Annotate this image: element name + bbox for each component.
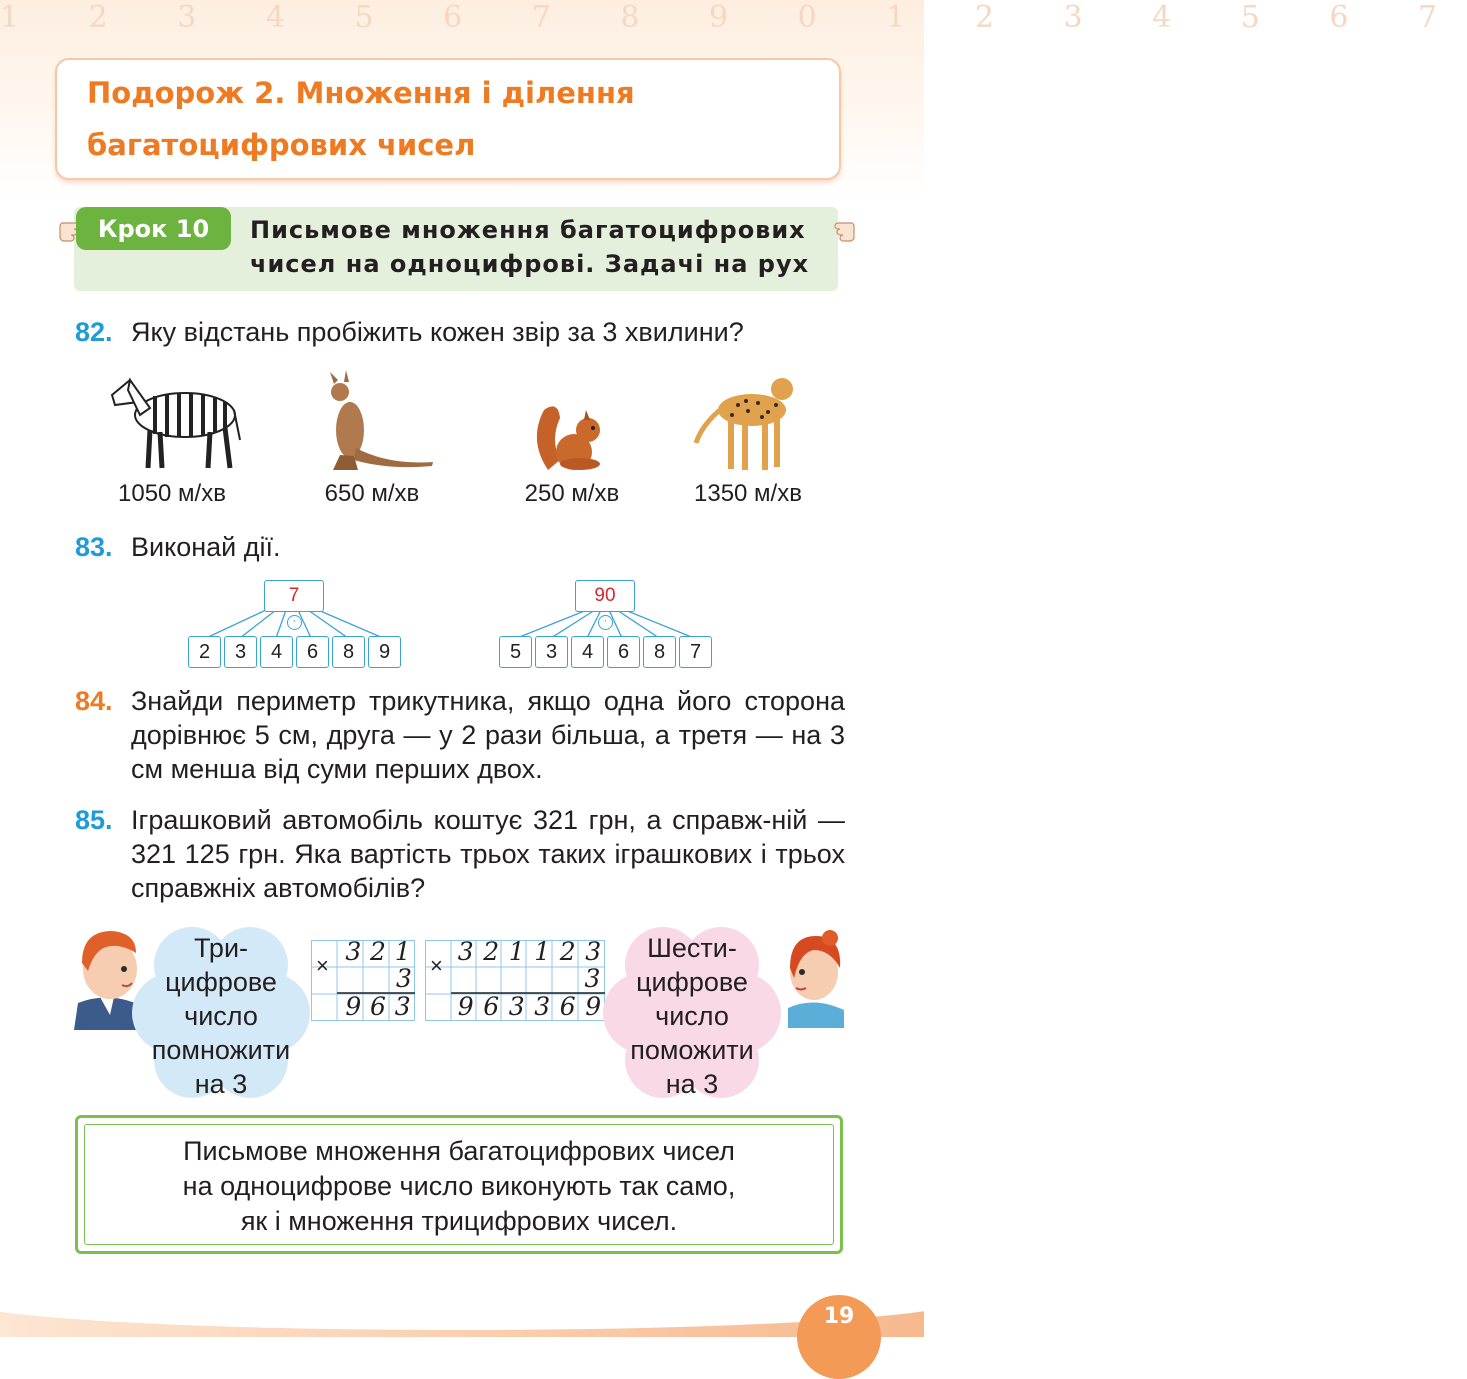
speed-label: 1350 м/хв — [694, 480, 802, 507]
calc-digit: 6 — [483, 992, 500, 1021]
hint-cloud-right — [603, 925, 781, 1100]
calc-digit: 2 — [483, 937, 500, 966]
calc-digit: 1 — [394, 937, 411, 966]
task-text: Знайди периметр трикутника, якщо одна його сторона дорівнює 5 см, друга — у 2 рази більша, а третя — на 3 см менша від суми перших двох. — [131, 686, 845, 784]
multiply-sign: × — [316, 953, 329, 978]
calc-digit: 3 — [345, 937, 362, 966]
chapter-title-line1: Подорож 2. Множення і ділення — [87, 76, 635, 110]
calc-digit: 3 — [396, 964, 412, 993]
calc-digit: 3 — [508, 992, 525, 1021]
diagram-digit: 7 — [679, 636, 712, 668]
rule-line: на одноцифрове число виконують так само, — [182, 1171, 736, 1201]
step-title-line2: чисел на одноцифрові. Задачі на рух — [250, 250, 810, 278]
page-number — [797, 1295, 881, 1379]
calc-digit: 9 — [457, 992, 474, 1021]
diagram-digit: 5 — [499, 636, 532, 668]
calc-row-result — [341, 992, 415, 1021]
diagram-digit: 2 — [188, 636, 221, 668]
cloud-text: число — [184, 1001, 258, 1031]
calc-row-result — [453, 992, 607, 1021]
task-82 — [75, 315, 845, 349]
multiply-dot-icon: · — [598, 615, 613, 630]
cheetah-image — [690, 365, 802, 475]
cloud-text: цифрове — [165, 967, 277, 997]
diagram-digit: 3 — [224, 636, 257, 668]
step-badge: Крок 10 — [76, 207, 231, 250]
squirrel-image — [530, 400, 608, 475]
calc-digit: 9 — [585, 992, 602, 1021]
calc-digit: 9 — [345, 992, 362, 1021]
calc-digit: 6 — [370, 992, 386, 1021]
multiply-dot-icon: · — [287, 615, 302, 630]
calc-digit: 2 — [559, 937, 576, 966]
calc-digit: 3 — [585, 937, 602, 966]
multiplication-diagram — [499, 580, 714, 670]
calc-digit: 3 — [457, 937, 474, 966]
diagram-digit: 6 — [296, 636, 329, 668]
calc-digit: 2 — [370, 937, 386, 966]
diagram-digit: 4 — [260, 636, 293, 668]
task-number: 85. — [75, 805, 113, 835]
calc-digit: 3 — [394, 992, 411, 1021]
task-84 — [75, 684, 845, 786]
diagram-digit: 4 — [571, 636, 604, 668]
task-text: Яку відстань пробіжить кожен звір за 3 хвилини? — [131, 317, 744, 347]
calc-row-multiplicand — [341, 937, 415, 966]
cloud-text: число — [655, 1001, 729, 1031]
speed-label: 1050 м/хв — [118, 480, 226, 507]
chapter-title-box — [55, 58, 841, 180]
zebra-image — [100, 360, 245, 475]
step-title — [250, 213, 810, 281]
cloud-text: Шести- — [647, 933, 737, 963]
diagram-digit: 9 — [368, 636, 401, 668]
calc-digit: 6 — [559, 992, 576, 1021]
cloud-text: на 3 — [665, 1069, 719, 1099]
task-83 — [75, 530, 845, 564]
task-number: 83. — [75, 532, 113, 562]
task-number: 84. — [75, 686, 113, 716]
cloud-text: на 3 — [194, 1069, 248, 1099]
calc-digit: 3 — [534, 992, 551, 1021]
task-text: Виконай дії. — [131, 532, 281, 562]
calc-row-multiplicand — [453, 937, 607, 966]
pointing-hand-icon — [832, 215, 856, 245]
task-number: 82. — [75, 317, 113, 347]
step-title-line1: Письмове множення багатоцифрових — [250, 216, 806, 244]
cloud-text: цифрове — [636, 967, 748, 997]
rule-line: як і множення трицифрових чисел. — [240, 1206, 678, 1236]
task-text: Іграшковий автомобіль коштує 321 грн, а справж-ній — 321 125 грн. Яка вартість трьох таких іграшкових і трьох справжніх автомобілів? — [131, 805, 845, 903]
diagram-digit: 3 — [535, 636, 568, 668]
page-number-text: 19 — [823, 1304, 855, 1329]
rule-text — [78, 1134, 840, 1239]
chapter-title-line2: багатоцифрових чисел — [87, 128, 476, 162]
speed-label: 250 м/хв — [524, 480, 620, 507]
multiply-sign: × — [430, 953, 443, 978]
girl-illustration — [784, 928, 846, 1028]
diagram-digit: 8 — [332, 636, 365, 668]
multiplication-diagram — [188, 580, 403, 670]
rule-box — [75, 1115, 843, 1254]
diagram-digit: 6 — [607, 636, 640, 668]
diagram-top-value: 90 — [575, 580, 635, 612]
diagram-digit: 8 — [643, 636, 676, 668]
diagram-top-value: 7 — [264, 580, 324, 612]
calc-digit: 1 — [534, 937, 551, 966]
speed-label: 650 м/хв — [324, 480, 420, 507]
rule-line: Письмове множення багатоцифрових чисел — [183, 1136, 735, 1166]
cloud-text: помножити — [151, 1035, 291, 1065]
calc-digit: 3 — [584, 964, 601, 993]
kangaroo-image — [318, 370, 436, 475]
cloud-text: Три- — [193, 933, 249, 963]
task-85 — [75, 803, 845, 905]
cloud-text: поможити — [630, 1035, 754, 1065]
calc-digit: 1 — [508, 937, 525, 966]
decorative-digits: 1 2 3 4 5 6 7 8 9 0 1 2 3 4 5 6 7 — [0, 0, 1467, 35]
hint-cloud-left — [132, 925, 310, 1100]
